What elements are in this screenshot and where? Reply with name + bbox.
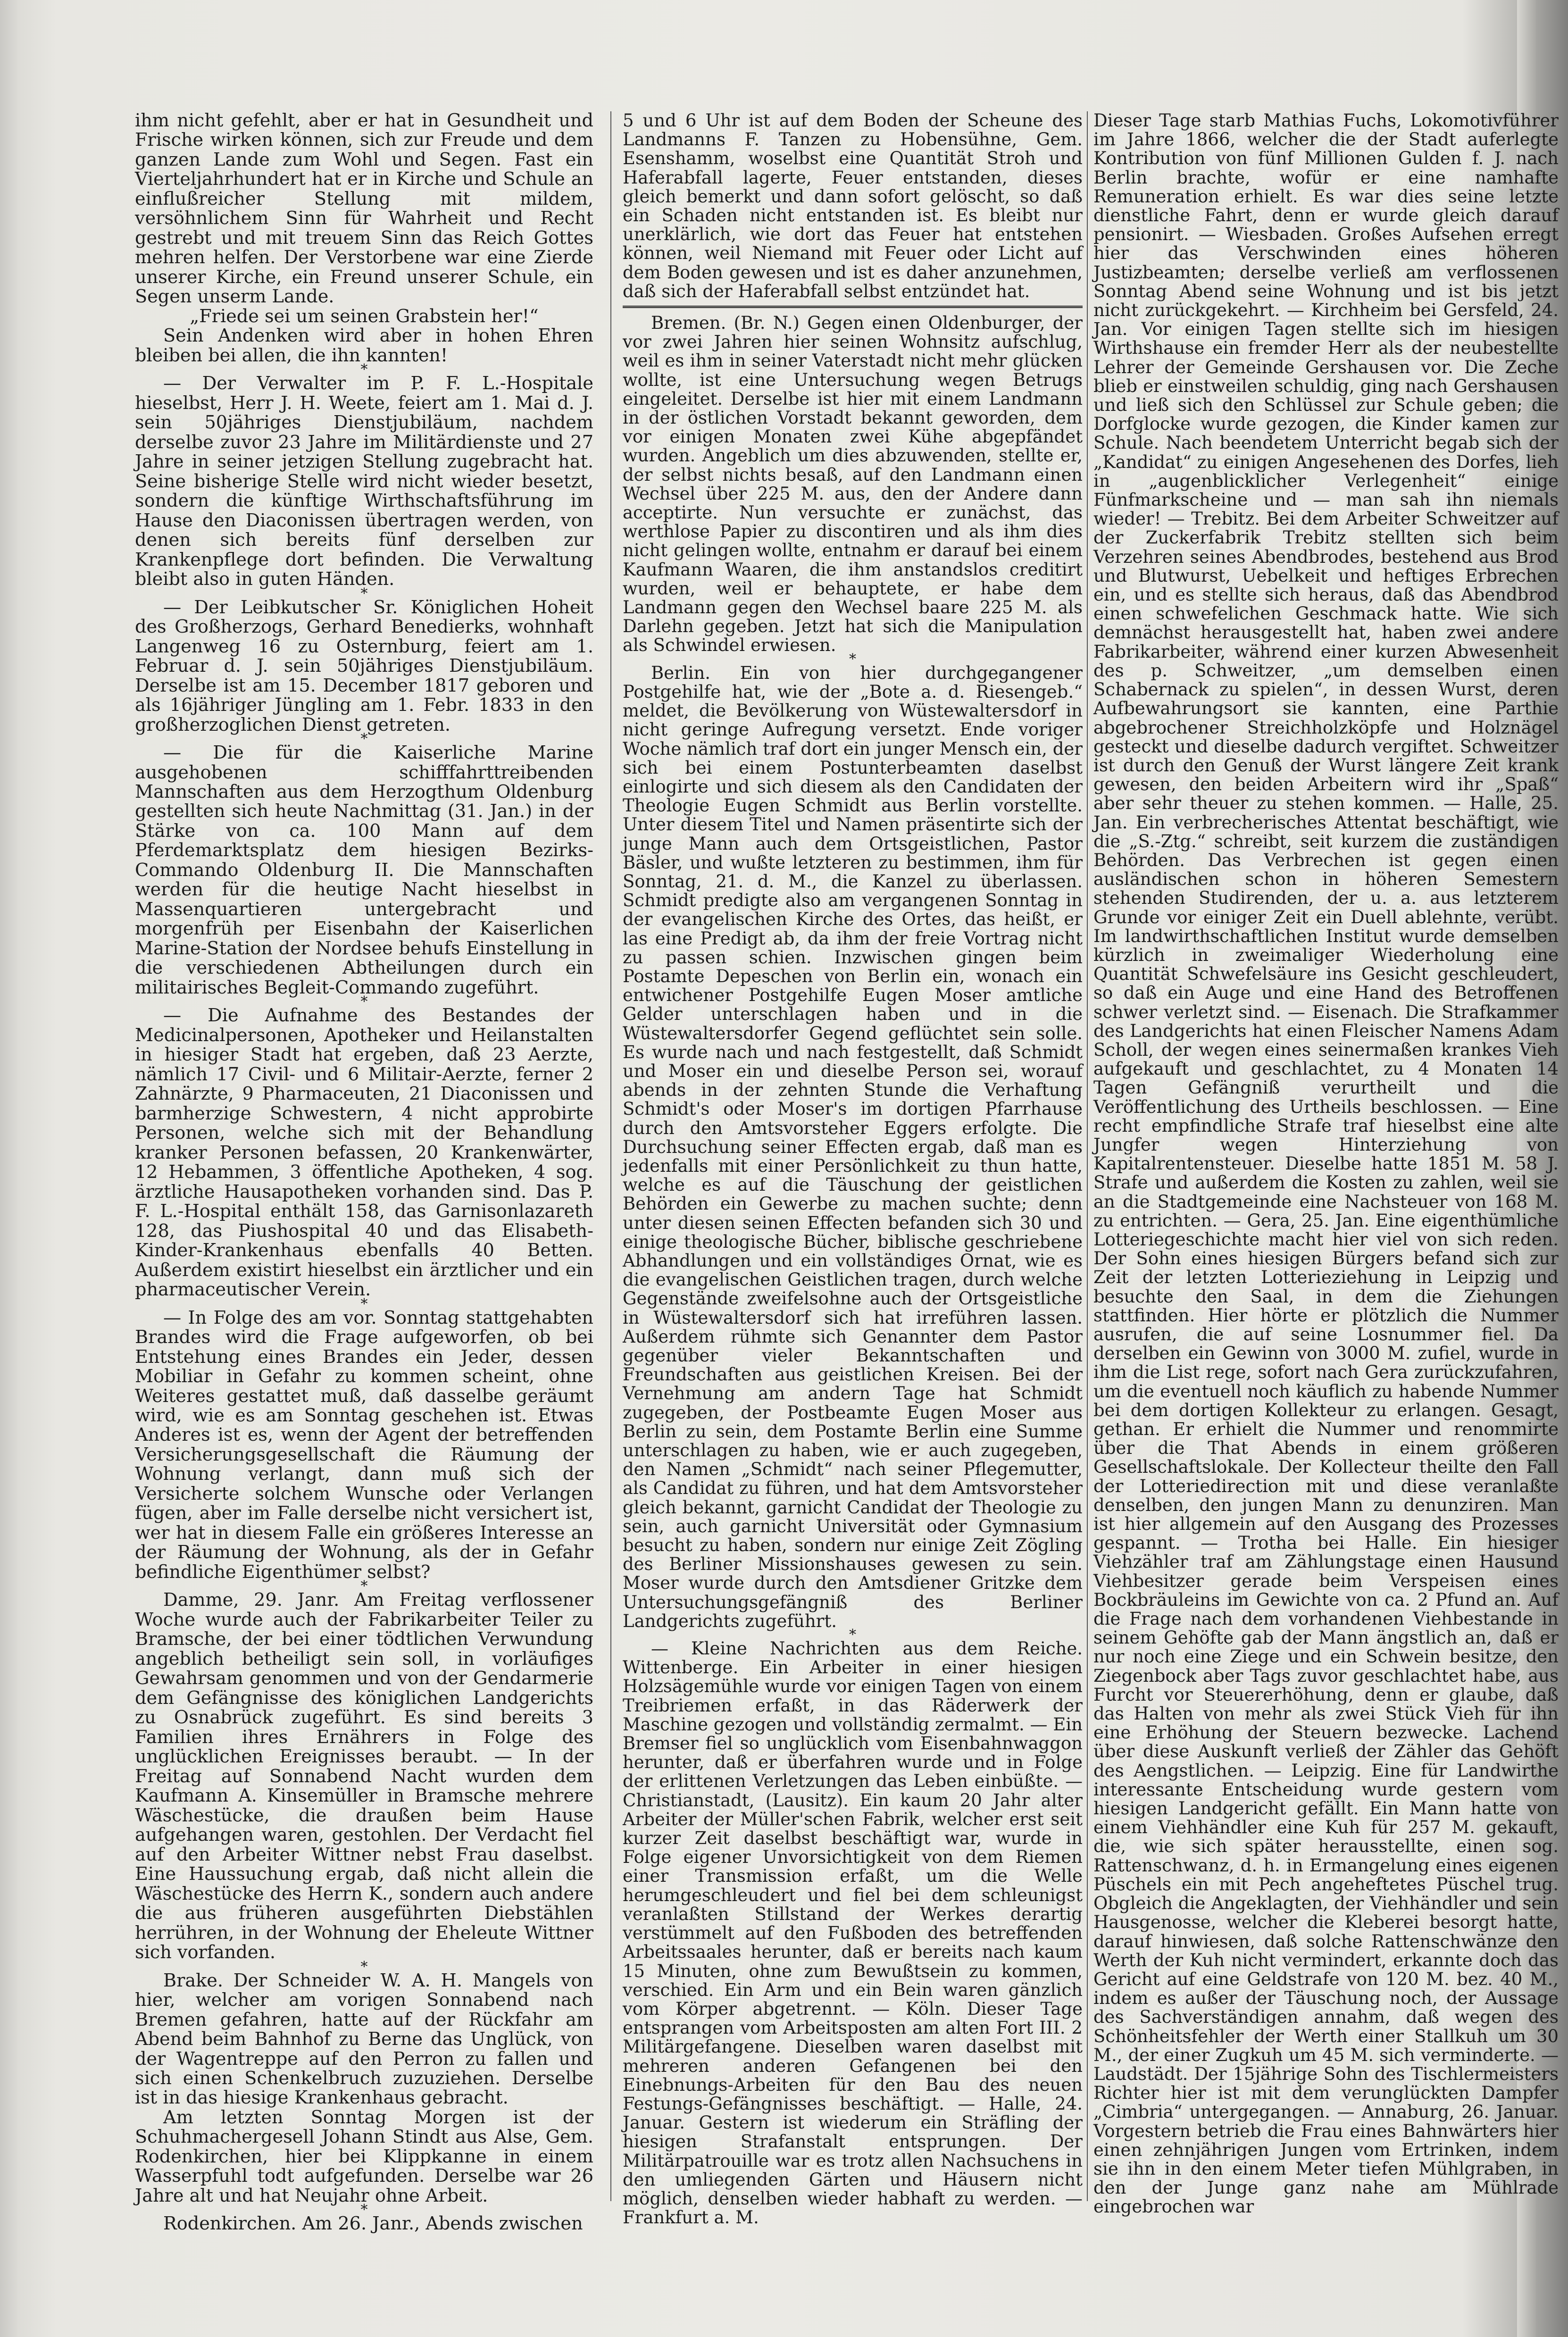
column-divider	[1087, 111, 1088, 2201]
article-paragraph: Bremen. (Br. N.) Gegen einen Oldenburger, der vor zwei Jahren hier seinen Wohnsitz aufschlug, weil es ihm in seiner Vaterstadt nicht mehr glücken wollte, ist eine Untersuchung wegen Betrugs eingeleitet. Derselbe ist hier mit einem Landmann in der östlichen Vorstadt bekannt geworden, dem vor einigen Monaten zwei Kühe abgepfändet wurden. Angeblich um dies abzuwenden, stellte er, der selbst nichts besaß, auf den Landmann einen Wechsel über 225 M. aus, den der Andere dann acceptirte. Nun versuchte er zunächst, das werthlose Papier zu discontiren und als ihm dies nicht gelingen wollte, entnahm er darauf bei einem Kaufmann Waaren, die ihm anstandslos creditirt wurden, weil er behauptete, er habe dem Landmann gegen den Wechsel baare 225 M. als Darlehn gegeben. Jetzt hat sich die Manipulation als Schwindel erwiesen.	[623, 313, 1083, 656]
column-divider	[610, 111, 611, 2201]
section-separator-asterisk: *	[849, 1627, 856, 1644]
article-paragraph: Damme, 29. Janr. Am Freitag verflossener Woche wurde auch der Fabrikarbeiter Teiler zu Bramsche, der bei einer tödtlichen Verwundung angeblich betheiligt sein soll, in vorläufiges Gewahrsam genommen und von der Gendarmerie dem Gefängnisse des königlichen Landgerichts zu Osnabrück zugeführt. Es sind bereits 3 Familien ihres Ernährers in Folge des unglücklichen Ereignisses beraubt. — In der Freitag auf Sonnabend Nacht wurden dem Kaufmann A. Kinsemüller in Bramsche mehrere Wäschestücke, die draußen beim Hause aufgehangen waren, gestohlen. Der Verdacht fiel auf den Arbeiter Wittner nebst Frau daselbst. Eine Haussuchung ergab, daß nicht allein die Wäschestücke des Herrn K., sondern auch andere die aus früheren ausgeführten Diebstählen herrühren, in der Wohnung der Eheleute Wittner sich vorfanden.	[135, 1590, 593, 1963]
article-paragraph: — Die für die Kaiserliche Marine ausgehobenen schifffahrttreibenden Mannschaften aus dem Herzogthum Oldenburg gestellten sich heute Nachmittag (31. Jan.) in der Stärke von ca. 100 Mann auf dem Pferdemarktsplatz dem hiesigen Bezirks-Commando Oldenburg II. Die Mannschaften werden für die heutige Nacht hieselbst in Massenquartieren untergebracht und morgenfrüh per Eisenbahn der Kaiserlichen Marine-Station der Nordsee behufs Einstellung in die verschiedenen Abtheilungen durch ein militairisches Begleit-Commando zugeführt.	[135, 743, 593, 998]
text-column-left	[135, 111, 593, 2234]
article-paragraph: — Kleine Nachrichten aus dem Reiche. Wittenberge. Ein Arbeiter in einer hiesigen Holzsägemühle wurde vor einigen Tagen von einem Treibriemen erfaßt, in das Räderwerk der Maschine gezogen und vollständig zermalmt. — Ein Bremser fiel so unglücklich vom Eisenbahnwaggon herunter, daß er überfahren wurde und in Folge der erlittenen Verletzungen das Leben einbüßte. — Christianstadt, (Lausitz). Ein kaum 20 Jahr alter Arbeiter der Müller'schen Fabrik, welcher erst seit kurzer Zeit daselbst beschäftigt war, wurde in Folge eigener Unvorsichtigkeit von dem Riemen einer Transmission erfaßt, um die Welle herumgeschleudert und fiel bei dem schleunigst veranlaßten Stillstand der Werkes derartig verstümmelt auf den Fußboden des betreffenden Arbeitssaales herunter, daß er bereits nach kaum 15 Minuten, ohne zum Bewußtsein zu kommen, verschied. Ein Arm und ein Bein waren gänzlich vom Körper abgetrennt. — Köln. Dieser Tage entsprangen vom Arbeitsposten am alten Fort III. 2 Militärgefangene. Dieselben waren daselbst mit mehreren anderen Gefangenen bei den Einebnungs-Arbeiten für den Bau des neuen Festungs-Gefängnisses beschäftigt. — Halle, 24. Januar. Gestern ist wiederum ein Sträfling der hiesigen Strafanstalt entsprungen. Der Militärpatrouille war es trotz allen Nachsuchens in den umliegenden Gärten und Häusern nicht möglich, denselben wieder habhaft zu werden. — Frankfurt a. M.	[623, 1638, 1083, 2228]
article-paragraph: — Die Aufnahme des Bestandes der Medicinalpersonen, Apotheker und Heilanstalten in hiesiger Stadt hat ergeben, daß 23 Aerzte, nämlich 17 Civil- und 6 Militair-Aerzte, ferner 2 Zahnärzte, 9 Pharmaceuten, 21 Diaconissen und barmherzige Schwestern, 4 nicht approbirte Personen, welche sich mit der Behandlung kranker Personen befassen, 20 Krankenwärter, 12 Hebammen, 3 öffentliche Apotheken, 4 sog. ärztliche Hausapotheken vorhanden sind. Das P. F. L.-Hospital enthält 158, das Garnisonlazareth 128, das Piushospital 40 und das Elisabeth-Kinder-Krankenhaus ebenfalls 40 Betten. Außerdem existirt hieselbst ein ärztlicher und ein pharmaceutischer Verein.	[135, 1005, 593, 1301]
article-paragraph: Rodenkirchen. Am 26. Janr., Abends zwischen	[163, 2213, 583, 2235]
article-paragraph: — Der Leibkutscher Sr. Königlichen Hoheit des Großherzogs, Gerhard Benedierks, wohnhaft Langenweg 16 zu Osternburg, feiert am 1. Februar d. J. sein 50jähriges Dienstjubiläum. Derselbe ist am 15. December 1817 geboren und als 16jähriger Jüngling am 1. Febr. 1833 in den großherzoglichen Dienst getreten.	[135, 597, 593, 735]
article-paragraph: Am letzten Sonntag Morgen ist der Schuhmachergesell Johann Stindt aus Alse, Gem. Rodenkirchen, hier bei Klippkanne in einem Wasserpfuhl todt aufgefunden. Derselbe war 26 Jahre alt und hat Neujahr ohne Arbeit.	[135, 2107, 593, 2206]
text-column-right	[1093, 111, 1559, 2217]
section-separator-asterisk: *	[360, 2202, 368, 2219]
section-separator-asterisk: *	[360, 1295, 368, 1312]
article-paragraph: Brake. Der Schneider W. A. H. Mangels von hier, welcher am vorigen Sonnabend nach Bremen gefahren, hatte auf der Rückfahr am Abend beim Bahnhof zu Berne das Unglück, von der Wagentreppe auf den Perron zu fallen und sich einen Schenkelbruch zuzuziehen. Derselbe ist in das hiesige Krankenhaus gebracht.	[135, 1970, 593, 2109]
article-paragraph: — In Folge des am vor. Sonntag stattgehabten Brandes wird die Frage aufgeworfen, ob bei Entstehung eines Brandes ein Jeder, dessen Mobiliar in Gefahr zu kommen scheint, ohne Weiteres gestattet muß, daß dasselbe geräumt wird, wie es am Sonntag geschehen ist. Etwas Anderes ist es, wenn der Agent der betreffenden Versicherungsgesellschaft die Räumung der Wohnung verlangt, dann muß sich der Versicherte solchem Wunsche oder Verlangen fügen, aber im Falle derselbe nicht versichert ist, wer hat in diesem Falle ein größeres Interesse an der Räumung der Wohnung, als der in Gefahr befindliche Eigenthümer selbst?	[135, 1307, 593, 1583]
article-paragraph: „Friede sei um seinen Grabstein her!“	[190, 306, 539, 327]
section-separator-asterisk: *	[360, 731, 368, 748]
section-separator-asterisk: *	[360, 361, 368, 378]
section-separator-asterisk: *	[360, 1958, 368, 1975]
article-paragraph: Dieser Tage starb Mathias Fuchs, Lokomotivführer im Jahre 1866, welcher die der Stadt auferlegte Kontribution von fünf Millionen Gulden f. J. nach Berlin brachte, wofür er eine namhafte Remuneration erhielt. Es war dies seine letzte dienstliche Fahrt, denn er wurde gleich darauf pensionirt. — Wiesbaden. Großes Aufsehen erregt hier das Verschwinden eines höheren Justizbeamten; derselbe verließ am verflossenen Sonntag Abend seine Wohnung und ist bis jetzt nicht zurückgekehrt. — Kirchheim bei Gersfeld, 24. Jan. Vor einigen Tagen stellte sich im hiesigen Wirthshause ein fremder Herr als der neubestellte Lehrer der Gemeinde Gershausen vor. Die Zeche blieb er einstweilen schuldig, ging nach Gershausen und ließ sich den Schlüssel zur Schule geben; die Dorfglocke wurde gezogen, die Kinder kamen zur Schule. Nach beendetem Unterricht begab sich der „Kandidat“ zu einigen Angesehenen des Dorfes, lieh in „augenblicklicher Verlegenheit“ einige Fünfmarkscheine und — man sah ihn niemals wieder! — Trebitz. Bei dem Arbeiter Schweitzer auf der Zuckerfabrik Trebitz stellten sich beim Verzehren seines Abendbrodes, bestehend aus Brod und Blutwurst, Uebelkeit und heftiges Erbrechen ein, und es stellte sich heraus, daß das Abendbrod einen schwefelichen Geschmack hatte. Wie sich demnächst herausgestellt hat, haben zwei andere Fabrikarbeiter, während einer kurzen Abwesenheit des p. Schweitzer, „um demselben einen Schabernack zu spielen“, in dessen Wurst, deren Aufbewahrungsort sie kannten, eine Parthie abgebrochener Streichholzköpfe und Holznägel gesteckt und dieselbe dadurch vergiftet. Schweitzer ist durch den Genuß der Wurst längere Zeit krank gewesen, den beiden Arbeitern wird ihr „Spaß“ aber sehr theuer zu stehen kommen. — Halle, 25. Jan. Ein verbrecherisches Attentat beschäftigt, wie die „S.-Ztg.“ schreibt, seit kurzem die zuständigen Behörden. Das Verbrechen ist gegen einen ausländischen schon in höheren Semestern stehenden Studirenden, der u. a. aus letzterem Grunde vor einiger Zeit ein Duell ablehnte, verübt. Im landwirthschaftlichen Institut wurde demselben kürzlich in zweimaliger Wiederholung eine Quantität Schwefelsäure ins Gesicht geschleudert, so daß ein Auge und eine Hand des Betroffenen schwer verletzt sind. — Eisenach. Die Strafkammer des Landgerichts hat einen Fleischer Namens Adam Scholl, der wegen eines seinermaßen krankes Vieh aufgekauft und geschlachtet, zu 4 Monaten 14 Tagen Gefängniß verurtheilt und die Veröffentlichung des Urtheils beschlossen. — Eine recht empfindliche Strafe traf hieselbst eine alte Jungfer wegen Hinterziehung von Kapitalrentensteuer. Dieselbe hatte 1851 M. 58 J. Strafe und außerdem die Kosten zu zahlen, weil sie an die Stadtgemeinde eine Nachsteuer von 168 M. zu entrichten. — Gera, 25. Jan. Eine eigenthümliche Lotteriegeschichte macht hier viel von sich reden. Der Sohn eines hiesigen Bürgers befand sich zur Zeit der letzten Lotterieziehung in Leipzig und besuchte den Saal, in dem die Ziehungen stattfinden. Hier hörte er plötzlich die Nummer ausrufen, die auf seine Losnummer fiel. Da derselben ein Gewinn von 3000 M. zufiel, wurde in ihm die List rege, sofort nach Gera zurückzufahren, um die eventuell noch käuflich zu habende Nummer bei dem dortigen Kollekteur zu erlangen. Gesagt, gethan. Er erhielt die Nummer und renommirte über die That Abends in einem größeren Gesellschaftslokale. Der Kollecteur theilte den Fall der Lotteriedirection mit und diese veranlaßte denselben, den jungen Mann zu denunziren. Man ist hier allgemein auf den Ausgang des Prozesses gespannt. — Trotha bei Halle. Ein hiesiger Viehzähler traf am Zählungstage einen Hausund Viehbesitzer gerade beim Verspeisen eines Bockbräuleins im Gewichte von ca. 2 Pfund an. Auf die Frage nach dem vorhandenen Viehbestande in seinem Gehöfte gab der Mann ängstlich an, daß er nur noch eine Ziege und ein Schwein besitze, den Ziegenbock aber Tags zuvor geschlachtet habe, aus Furcht vor Steuererhöhung, denn er glaube, daß das Halten von mehr als zwei Stück Vieh für ihn eine Erhöhung der Steuern bezwecke. Lachend über diese Auskunft verließ der Zähler das Gehöft des Aengstlichen. — Leipzig. Eine für Landwirthe interessante Entscheidung wurde gestern vom hiesigen Landgericht gefällt. Ein Mann hatte von einem Viehhändler eine Kuh für 257 M. gekauft, die, wie sich später herausstellte, einen sog. Rattenschwanz, d. h. in Ermangelung eines eigenen Püschels ein mit Pech angeheftetes Püschel trug. Obgleich die Angeklagten, der Viehhändler und sein Hausgenosse, welcher die Kleberei besorgt hatte, darauf hinwiesen, daß solche Rattenschwänze den Werth der Kuh nicht vermindert, erkannte doch das Gericht auf eine Geldstrafe von 120 M. bez. 40 M., indem es außer der Täuschung noch, der Aussage des Sachverständigen annahm, daß wegen des Schönheitsfehler der Werth einer Stallkuh um 30 M., der einer Zugkuh um 45 M. sich verminderte. — Laudstädt. Der 15jährige Sohn des Tischlermeisters Richter hier ist mit dem verunglückten Dampfer „Cimbria“ untergegangen. — Annaburg, 26. Januar. Vorgestern betrieb die Frau eines Bahnwärters hier einen zehnjährigen Jungen vom Ertrinken, indem sie ihn in den einem Meter tiefen Mühlgraben, in den der Junge ganz nahe am Mühlrade eingebrochen war	[1093, 110, 1559, 2217]
section-separator-asterisk: *	[360, 1578, 368, 1595]
text-column-middle	[623, 111, 1083, 2227]
section-rule	[623, 306, 1083, 308]
article-paragraph: Berlin. Ein von hier durchgegangener Postgehilfe hat, wie der „Bote a. d. Riesengeb.“ meldet, die Bevölkerung von Wüstewaltersdorf in nicht geringe Aufregung versetzt. Ende voriger Woche nämlich traf dort ein junger Mensch ein, der sich bei einem Postunterbeamten daselbst einlogirte und sich diesem als den Candidaten der Theologie Eugen Schmidt aus Berlin vorstellte. Unter diesem Titel und Namen präsentirte sich der junge Mann auch dem Ortsgeistlichen, Pastor Bäsler, und wußte letzteren zu bestimmen, ihm für Sonntag, 21. d. M., die Kanzel zu überlassen. Schmidt predigte also am vergangenen Sonntag in der evangelischen Kirche des Ortes, das heißt, er las eine Predigt ab, da ihm der freie Vortrag nicht zu passen schien. Inzwischen gingen beim Postamte Depeschen von Berlin ein, wonach ein entwichener Postgehilfe Eugen Moser amtliche Gelder unterschlagen haben und in die Wüstewaltersdorfer Gegend geflüchtet sein solle. Es wurde nach und nach festgestellt, daß Schmidt und Moser ein und dieselbe Person sei, worauf abends in der zehnten Stunde die Verhaftung Schmidt's oder Moser's im dortigen Pfarrhause durch den Amtsvorsteher Eggers erfolgte. Die Durchsuchung seiner Effecten ergab, daß man es jedenfalls mit einer Persönlichkeit zu thun hatte, welche es auf die Täuschung der geistlichen Behörden ein Gewerbe zu machen suchte; denn unter diesen seinen Effecten befanden sich 30 und einige theologische Bücher, biblische geschriebene Abhandlungen und ein vollständiges Ornat, wie es die evangelischen Geistlichen tragen, durch welche Gegenstände zweifelsohne auch der Ortsgeistliche in Wüstewaltersdorf sich hat irreführen lassen. Außerdem rühmte sich Genannter dem Pastor gegenüber vieler Bekanntschaften und Freundschaften aus geistlichen Kreisen. Bei der Vernehmung am andern Tage hat Schmidt zugegeben, der Postbeamte Eugen Moser aus Berlin zu sein, dem Postamte Berlin eine Summe unterschlagen zu haben, wie er auch zugegeben, den Namen „Schmidt“ nach seiner Pflegemutter, als Candidat zu führen, und hat dem Amtsvorsteher gleich bekannt, garnicht Candidat der Theologie zu sein, auch garnicht Universität oder Gymnasium besucht zu haben, sondern nur einige Zeit Zögling des Berliner Missionshauses gewesen zu sein. Moser wurde durch den Amtsdiener Gritzke dem Untersuchungsgefängniß des Berliner Landgerichts zugeführt.	[623, 662, 1083, 1631]
article-paragraph: Sein Andenken wird aber in hohen Ehren bleiben bei allen, die ihn kannten!	[135, 326, 593, 366]
section-separator-asterisk: *	[849, 651, 856, 668]
article-paragraph: ihm nicht gefehlt, aber er hat in Gesundheit und Frische wirken können, sich zur Freude und dem ganzen Lande zum Wohl und Segen. Fast ein Vierteljahrhundert hat er in Kirche und Schule an einflußreicher Stellung mit mildem, versöhnlichem Sinn für Wahrheit und Recht gestrebt und mit treuem Sinn das Reich Gottes mehren helfen. Der Verstorbene war eine Zierde unserer Kirche, ein Freund unserer Schule, ein Segen unserm Lande.	[135, 110, 593, 308]
article-paragraph: — Der Verwalter im P. F. L.-Hospitale hieselbst, Herr J. H. Weete, feiert am 1. Mai d. J. sein 50jähriges Dienstjubiläum, nachdem derselbe zuvor 23 Jahre im Militärdienste und 27 Jahre in seiner jetzigen Stellung zugebracht hat. Seine bisherige Stelle wird nicht wieder besetzt, sondern die künftige Wirthschaftsführung im Hause den Diaconissen übertragen werden, von denen sich bereits fünf derselben zur Krankenpflege dort befinden. Die Verwaltung bleibt also in guten Händen.	[135, 373, 593, 590]
section-separator-asterisk: *	[360, 993, 368, 1010]
article-paragraph: 5 und 6 Uhr ist auf dem Boden der Scheune des Landmanns F. Tanzen zu Hobensühne, Gem. Esenshamm, woselbst eine Quantität Stroh und Haferabfall lagerte, Feuer entstanden, dieses gleich bemerkt und dann sofort gelöscht, so daß ein Schaden nicht entstanden ist. Es bleibt nur unerklärlich, wie dort das Feuer hat entstehen können, weil Niemand mit Feuer oder Licht auf dem Boden gewesen und ist es daher anzunehmen, daß sich der Haferabfall selbst entzündet hat.	[623, 110, 1083, 301]
section-separator-asterisk: *	[360, 585, 368, 602]
